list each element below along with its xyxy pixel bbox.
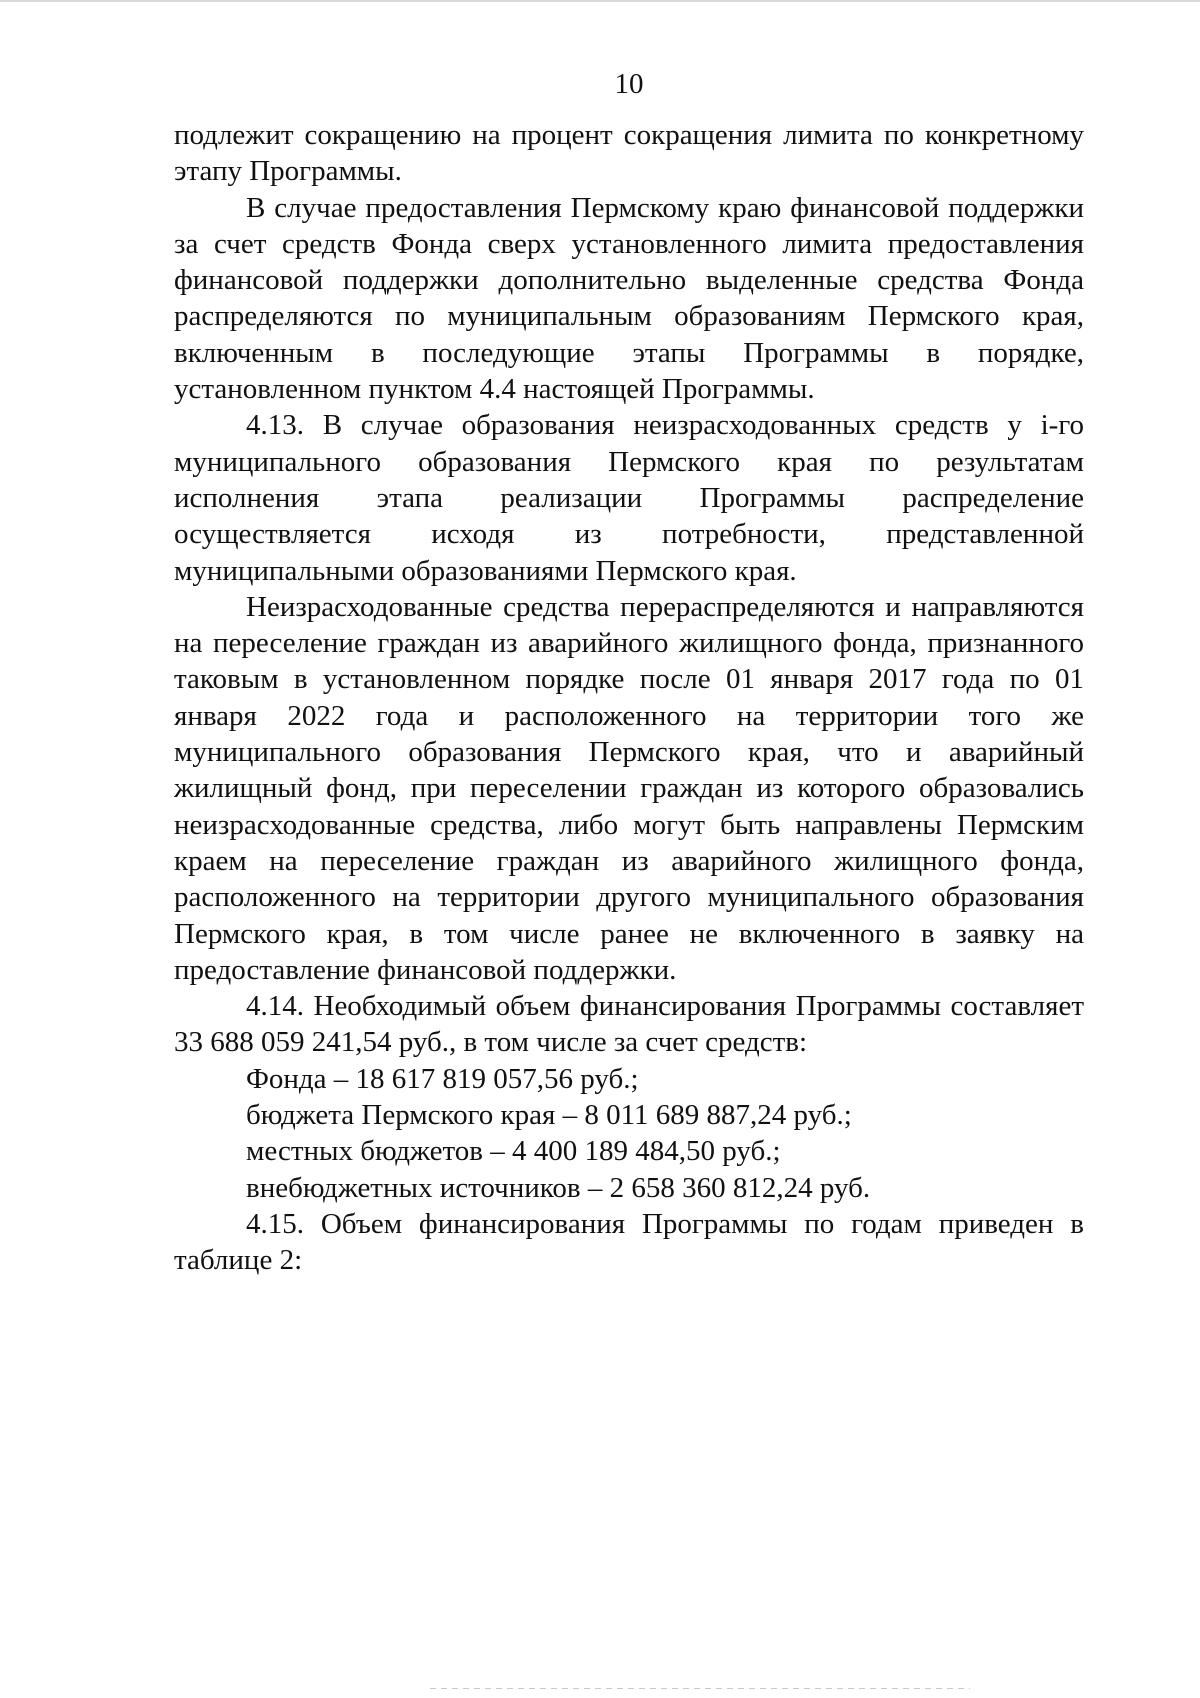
paragraph-additional-support: В случае предоставления Пермскому краю финансовой поддержки за счет средств Фонда сверх установленного лимита предоставления финансовой поддержки дополнительно выделенные средства Фонда распределяются по муниципальным образованиям Пермского края, включенным в последующие этапы Программы в порядке, установленном пунктом 4.4 настоящей Программы. [174,191,1084,406]
funding-source-fund: Фонда – 18 617 819 057,56 руб.; [246,1062,639,1095]
document-body [174,117,1084,1279]
scan-edge [0,0,1200,2]
scan-noise [430,1688,970,1689]
funding-source-local-budgets: местных бюджетов – 4 400 189 484,50 руб.; [246,1135,781,1168]
funding-source-extrabudgetary: внебюджетных источников – 2 658 360 812,24 руб. [246,1171,871,1204]
paragraph-continuation: подлежит сокращению на процент сокращения лимита по конкретному этапу Программы. [174,119,1084,188]
paragraph-4-15: 4.15. Объем финансирования Программы по годам приведен в таблице 2: [174,1207,1084,1277]
page-number: 10 [614,68,644,100]
paragraph-unspent-funds: Неизрасходованные средства перераспределяются и направляются на переселение граждан из аварийного жилищного фонда, признанного таковым в установленном порядке после 01 января 2017 года по 01 января 2022 года и расположенного на территории того же муниципального образования Пермского края, что и аварийный жилищный фонд, при переселении граждан из которого образовались неизрасходованные средства, либо могут быть направлены Пермским краем на переселение граждан из аварийного жилищного фонда, расположенного на территории другого муниципального образования Пермского края, в том числе ранее не включенного в заявку на предоставление финансовой поддержки. [174,590,1084,986]
funding-sources-list [174,1061,1084,1206]
paragraph-4-14: 4.14. Необходимый объем финансирования Программы составляет 33 688 059 241,54 руб., в том числе за счет средств: [174,990,1084,1059]
paragraph-4-13: 4.13. В случае образования неизрасходованных средств у i-го муниципального образования Пермского края по результатам исполнения этапа реализации Программы распределение осуществляется исходя из потребности, представленной муниципальными образованиями Пермского края. [174,409,1084,587]
funding-source-regional-budget: бюджета Пермского края – 8 011 689 887,24 руб.; [246,1099,852,1132]
